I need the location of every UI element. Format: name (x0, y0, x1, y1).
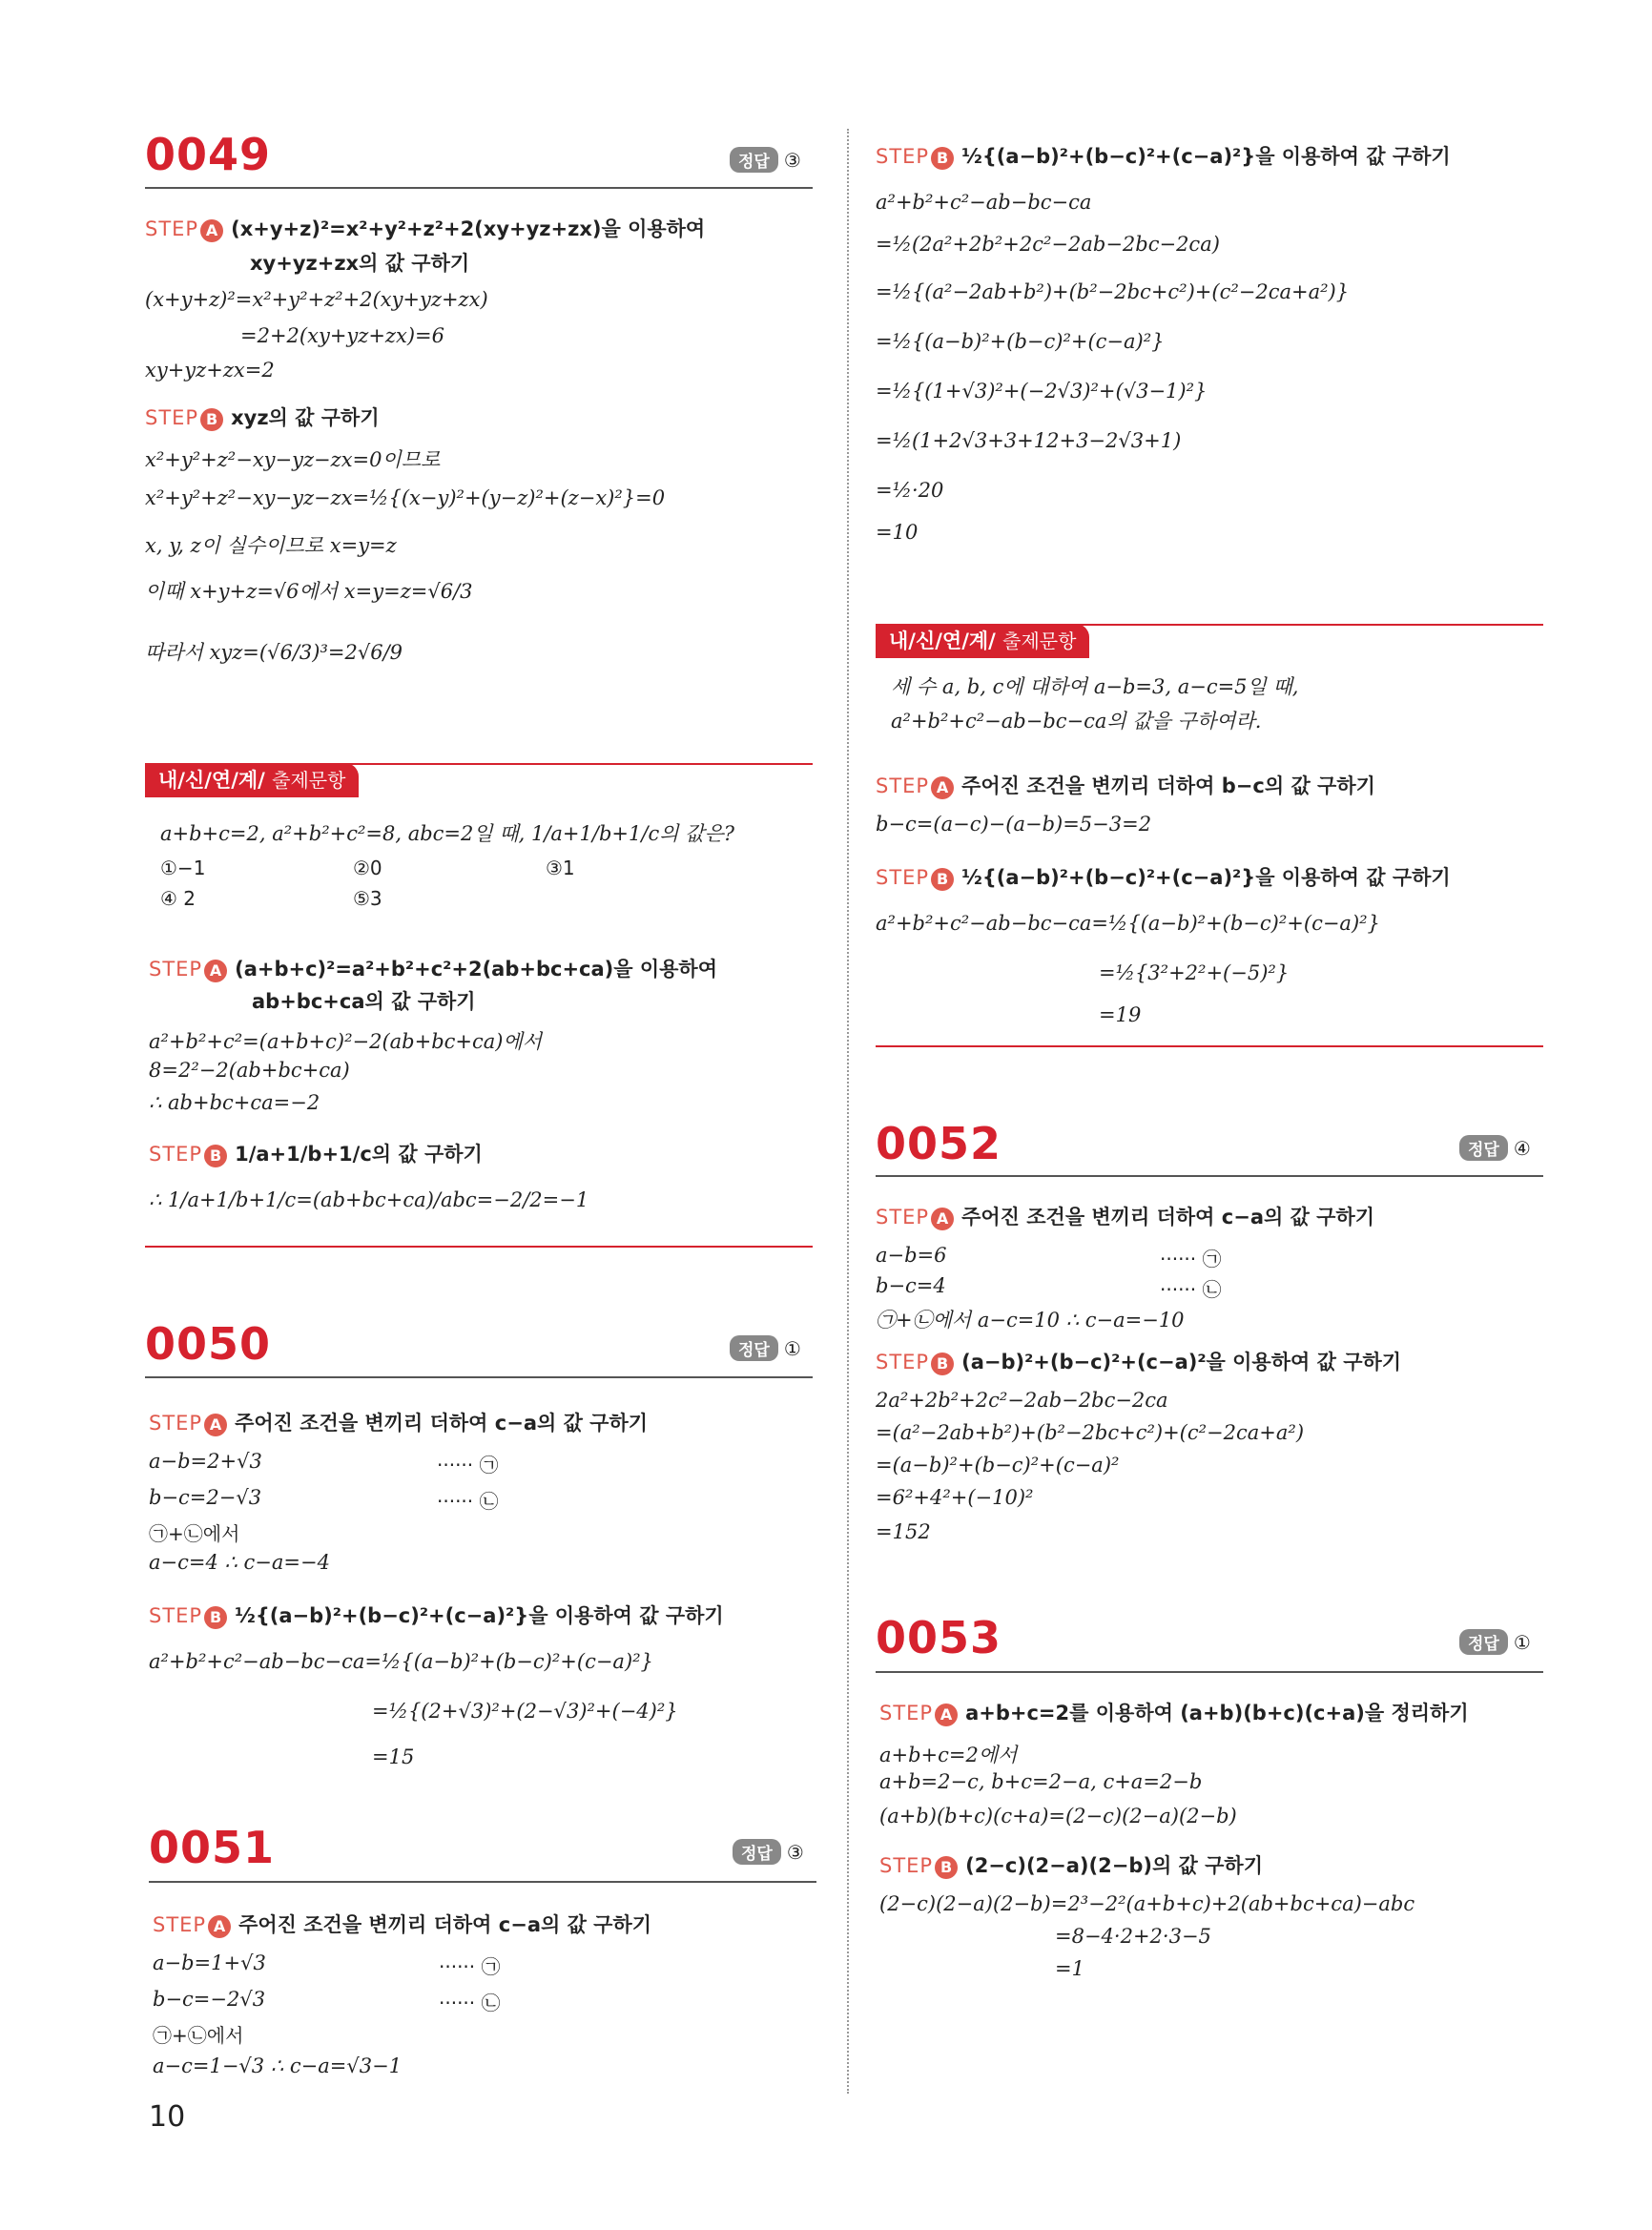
step-a-0052 (876, 1202, 1374, 1230)
math-line: a−b=1+√3 (153, 1951, 266, 1974)
label-marker: ······ ㉠ (437, 1454, 499, 1476)
step-a-naeshin1-title-2: ab+bc+ca의 값 구하기 (252, 990, 476, 1013)
step-a-marker: A (200, 219, 223, 242)
choice-3: ③1 (546, 857, 575, 879)
math-line: =½(1+2√3+3+12+3−2√3+1) (876, 429, 1182, 452)
math-line: 2a²+2b²+2c²−2ab−2bc−2ca (876, 1389, 1168, 1412)
step-a-0049-title-2: xy+yz+zx의 값 구하기 (250, 252, 470, 275)
answer-badge: 정답 (1459, 1629, 1508, 1655)
step-b-0051 (876, 141, 1451, 170)
choice-4: ④ 2 (160, 887, 196, 910)
section-rule (876, 1175, 1543, 1177)
math-line: =19 (1099, 1003, 1142, 1026)
answer-value: ③ (786, 1841, 804, 1864)
math-line: b−c=(a−c)−(a−b)=5−3=2 (876, 813, 1152, 836)
step-a-naeshin1 (149, 954, 717, 982)
page-number: 10 (149, 2100, 186, 2134)
math-line: =½{(2+√3)²+(2−√3)²+(−4)²} (372, 1700, 678, 1723)
section-rule (145, 187, 813, 189)
math-line: a−c=4 ∴ c−a=−4 (149, 1551, 330, 1574)
math-line: (x+y+z)²=x²+y²+z²+2(xy+yz+zx) (145, 288, 488, 311)
step-label: STEP (149, 958, 203, 981)
label-marker: ······ ㉠ (439, 1955, 501, 1978)
naeshin-end-rule (145, 1246, 813, 1248)
step-b-marker: B (931, 868, 954, 891)
math-line: a²+b²+c²=(a+b+c)²−2(ab+bc+ca)에서 (149, 1030, 543, 1053)
step-label: STEP (876, 1206, 930, 1229)
math-line: =1 (1055, 1957, 1084, 1980)
math-line: ㉠+㉡에서 a−c=10 ∴ c−a=−10 (876, 1309, 1185, 1332)
step-title: ½{(a−b)²+(b−c)²+(c−a)²}을 이용하여 값 구하기 (961, 145, 1451, 168)
naeshin-tag-sub: 출제문항 (272, 769, 346, 792)
step-b-marker: B (204, 1145, 227, 1167)
step-title: 주어진 조건을 변끼리 더하여 c−a의 값 구하기 (238, 1913, 652, 1936)
math-line: =6²+4²+(−10)² (876, 1486, 1034, 1509)
section-rule (145, 1376, 813, 1378)
answer-0049 (730, 147, 801, 173)
answer-value: ③ (783, 149, 801, 172)
naeshin-tag (876, 624, 1089, 658)
math-line: a+b=2−c, b+c=2−a, c+a=2−b (879, 1770, 1203, 1793)
problem-number-0052: 0052 (876, 1118, 1002, 1169)
label-marker: ······ ㉡ (437, 1490, 499, 1513)
label-marker: ······ ㉡ (439, 1992, 501, 2014)
step-label: STEP (153, 1913, 207, 1936)
math-line: a²+b²+c²−ab−bc−ca=½{(a−b)²+(b−c)²+(c−a)²} (876, 912, 1380, 935)
math-line: ∴ 1/a+1/b+1/c=(ab+bc+ca)/abc=−2/2=−1 (149, 1188, 589, 1211)
step-label: STEP (876, 145, 930, 168)
naeshin-end-rule (876, 1045, 1543, 1047)
math-line: =½{3²+2²+(−5)²} (1099, 961, 1290, 984)
answer-value: ① (1513, 1631, 1531, 1654)
section-rule (876, 1671, 1543, 1673)
section-rule (149, 1881, 816, 1883)
step-label: STEP (145, 406, 199, 429)
choice-5: ⑤3 (353, 887, 382, 910)
math-line: b−c=4 (876, 1274, 946, 1297)
step-a-0051 (153, 1910, 651, 1938)
step-label: STEP (876, 774, 930, 797)
math-line: =½{(a²−2ab+b²)+(b²−2bc+c²)+(c²−2ca+a²)} (876, 280, 1350, 303)
math-line: x, y, z이 실수이므로 x=y=z (145, 534, 397, 557)
choice-2: ②0 (353, 857, 382, 879)
answer-badge: 정답 (730, 1335, 778, 1361)
problem-number-0053: 0053 (876, 1612, 1002, 1663)
math-line: ㉠+㉡에서 (153, 2024, 244, 2047)
step-a-marker: A (208, 1915, 231, 1938)
step-title: 1/a+1/b+1/c의 값 구하기 (235, 1143, 483, 1166)
step-label: STEP (149, 1412, 203, 1435)
answer-0053 (1459, 1629, 1531, 1655)
step-label: STEP (149, 1143, 203, 1166)
problem-number-0051: 0051 (149, 1822, 276, 1873)
step-title: a+b+c=2를 이용하여 (a+b)(b+c)(c+a)을 정리하기 (965, 1702, 1469, 1724)
answer-0052 (1459, 1135, 1531, 1161)
answer-0050 (730, 1335, 801, 1361)
naeshin-tag-sub: 출제문항 (1002, 630, 1077, 652)
answer-value: ④ (1513, 1137, 1531, 1160)
step-label: STEP (879, 1854, 934, 1877)
step-label: STEP (145, 217, 199, 240)
step-label: STEP (876, 866, 930, 889)
step-title: 주어진 조건을 변끼리 더하여 c−a의 값 구하기 (235, 1412, 649, 1435)
answer-badge: 정답 (1459, 1135, 1508, 1161)
label-marker: ······ ㉠ (1160, 1248, 1222, 1270)
step-label: STEP (149, 1604, 203, 1627)
naeshin-tag-main: 내/신/연/계/ (889, 630, 996, 652)
step-b-marker: B (204, 1606, 227, 1629)
step-title: ½{(a−b)²+(b−c)²+(c−a)²}을 이용하여 값 구하기 (235, 1604, 724, 1627)
math-line: 따라서 xyz=(√6/3)³=2√6/9 (145, 641, 403, 664)
math-line: a²+b²+c²−ab−bc−ca (876, 191, 1092, 214)
step-a-naeshin2 (876, 771, 1375, 799)
math-line: a−b=6 (876, 1244, 947, 1267)
step-a-marker: A (204, 960, 227, 982)
math-line: 이때 x+y+z=√6에서 x=y=z=√6/3 (145, 580, 473, 603)
math-line: =½(2a²+2b²+2c²−2ab−2bc−2ca) (876, 233, 1220, 256)
step-b-marker: B (200, 408, 223, 431)
label-marker: ······ ㉡ (1160, 1278, 1222, 1301)
step-b-0052 (876, 1347, 1401, 1375)
naeshin-question-line-1: 세 수 a, b, c에 대하여 a−b=3, a−c=5일 때, (891, 675, 1299, 698)
math-line: =152 (876, 1520, 931, 1543)
math-line: ∴ ab+bc+ca=−2 (149, 1091, 320, 1114)
problem-number-0050: 0050 (145, 1318, 272, 1370)
step-label: STEP (879, 1702, 934, 1724)
step-b-0049 (145, 403, 380, 431)
problem-number-0049: 0049 (145, 129, 272, 180)
math-line: ㉠+㉡에서 (149, 1522, 240, 1545)
math-line: x²+y²+z²−xy−yz−zx=½{(x−y)²+(y−z)²+(z−x)²}=0 (145, 486, 666, 509)
math-line: =15 (372, 1745, 415, 1768)
step-b-marker: B (931, 1352, 954, 1375)
math-line: a+b+c=2에서 (879, 1744, 1018, 1766)
answer-badge: 정답 (730, 147, 778, 173)
answer-value: ① (783, 1337, 801, 1360)
choice-1: ①−1 (160, 857, 206, 879)
naeshin-tag-main: 내/신/연/계/ (158, 769, 265, 792)
math-line: =8−4·2+2·3−5 (1055, 1925, 1211, 1948)
step-title: (a+b+c)²=a²+b²+c²+2(ab+bc+ca)을 이용하여 (235, 958, 717, 981)
math-line: =½·20 (876, 479, 944, 502)
math-line: =(a−b)²+(b−c)²+(c−a)² (876, 1454, 1120, 1476)
math-line: xy+yz+zx=2 (145, 359, 275, 382)
step-b-naeshin1 (149, 1139, 483, 1167)
step-a-0050 (149, 1408, 648, 1436)
step-title: (a−b)²+(b−c)²+(c−a)²을 이용하여 값 구하기 (961, 1351, 1402, 1373)
math-line: =(a²−2ab+b²)+(b²−2bc+c²)+(c²−2ca+a²) (876, 1421, 1305, 1444)
step-b-0053 (879, 1850, 1263, 1879)
math-line: x²+y²+z²−xy−yz−zx=0이므로 (145, 448, 441, 471)
step-b-marker: B (935, 1856, 958, 1879)
math-line: a²+b²+c²−ab−bc−ca=½{(a−b)²+(b−c)²+(c−a)²} (149, 1650, 653, 1673)
step-a-marker: A (931, 1208, 954, 1230)
step-b-naeshin2 (876, 862, 1451, 891)
math-line: (a+b)(b+c)(c+a)=(2−c)(2−a)(2−b) (879, 1805, 1237, 1827)
step-a-marker: A (931, 776, 954, 799)
step-a-marker: A (204, 1414, 227, 1436)
step-b-marker: B (931, 147, 954, 170)
math-line: 8=2²−2(ab+bc+ca) (149, 1059, 350, 1082)
math-line: =10 (876, 521, 919, 544)
math-line: b−c=2−√3 (149, 1486, 262, 1509)
step-title: 주어진 조건을 변끼리 더하여 b−c의 값 구하기 (961, 774, 1375, 797)
step-title: xyz의 값 구하기 (231, 406, 380, 429)
math-line: a−c=1−√3 ∴ c−a=√3−1 (153, 2054, 403, 2077)
column-divider (847, 129, 849, 2094)
step-title: ½{(a−b)²+(b−c)²+(c−a)²}을 이용하여 값 구하기 (961, 866, 1451, 889)
math-line: =½{(a−b)²+(b−c)²+(c−a)²} (876, 330, 1165, 353)
math-line: =½{(1+√3)²+(−2√3)²+(√3−1)²} (876, 380, 1208, 403)
math-line: b−c=−2√3 (153, 1988, 266, 2011)
step-title: (x+y+z)²=x²+y²+z²+2(xy+yz+zx)을 이용하여 (231, 217, 706, 240)
step-title: 주어진 조건을 변끼리 더하여 c−a의 값 구하기 (961, 1206, 1375, 1229)
naeshin-question: a+b+c=2, a²+b²+c²=8, abc=2일 때, 1/a+1/b+1/c의 값은? (160, 822, 734, 845)
step-title: (2−c)(2−a)(2−b)의 값 구하기 (965, 1854, 1264, 1877)
step-a-0053 (879, 1698, 1469, 1726)
step-a-0049 (145, 214, 705, 242)
step-b-0050 (149, 1600, 724, 1629)
math-line: a−b=2+√3 (149, 1450, 262, 1473)
math-line: (2−c)(2−a)(2−b)=2³−2²(a+b+c)+2(ab+bc+ca)−abc (879, 1892, 1415, 1915)
answer-badge: 정답 (733, 1839, 781, 1865)
step-a-marker: A (935, 1703, 958, 1726)
answer-0051 (733, 1839, 804, 1865)
naeshin-tag (145, 763, 359, 797)
step-label: STEP (876, 1351, 930, 1373)
naeshin-question-line-2: a²+b²+c²−ab−bc−ca의 값을 구하여라. (891, 710, 1262, 733)
math-line: =2+2(xy+yz+zx)=6 (240, 324, 444, 347)
